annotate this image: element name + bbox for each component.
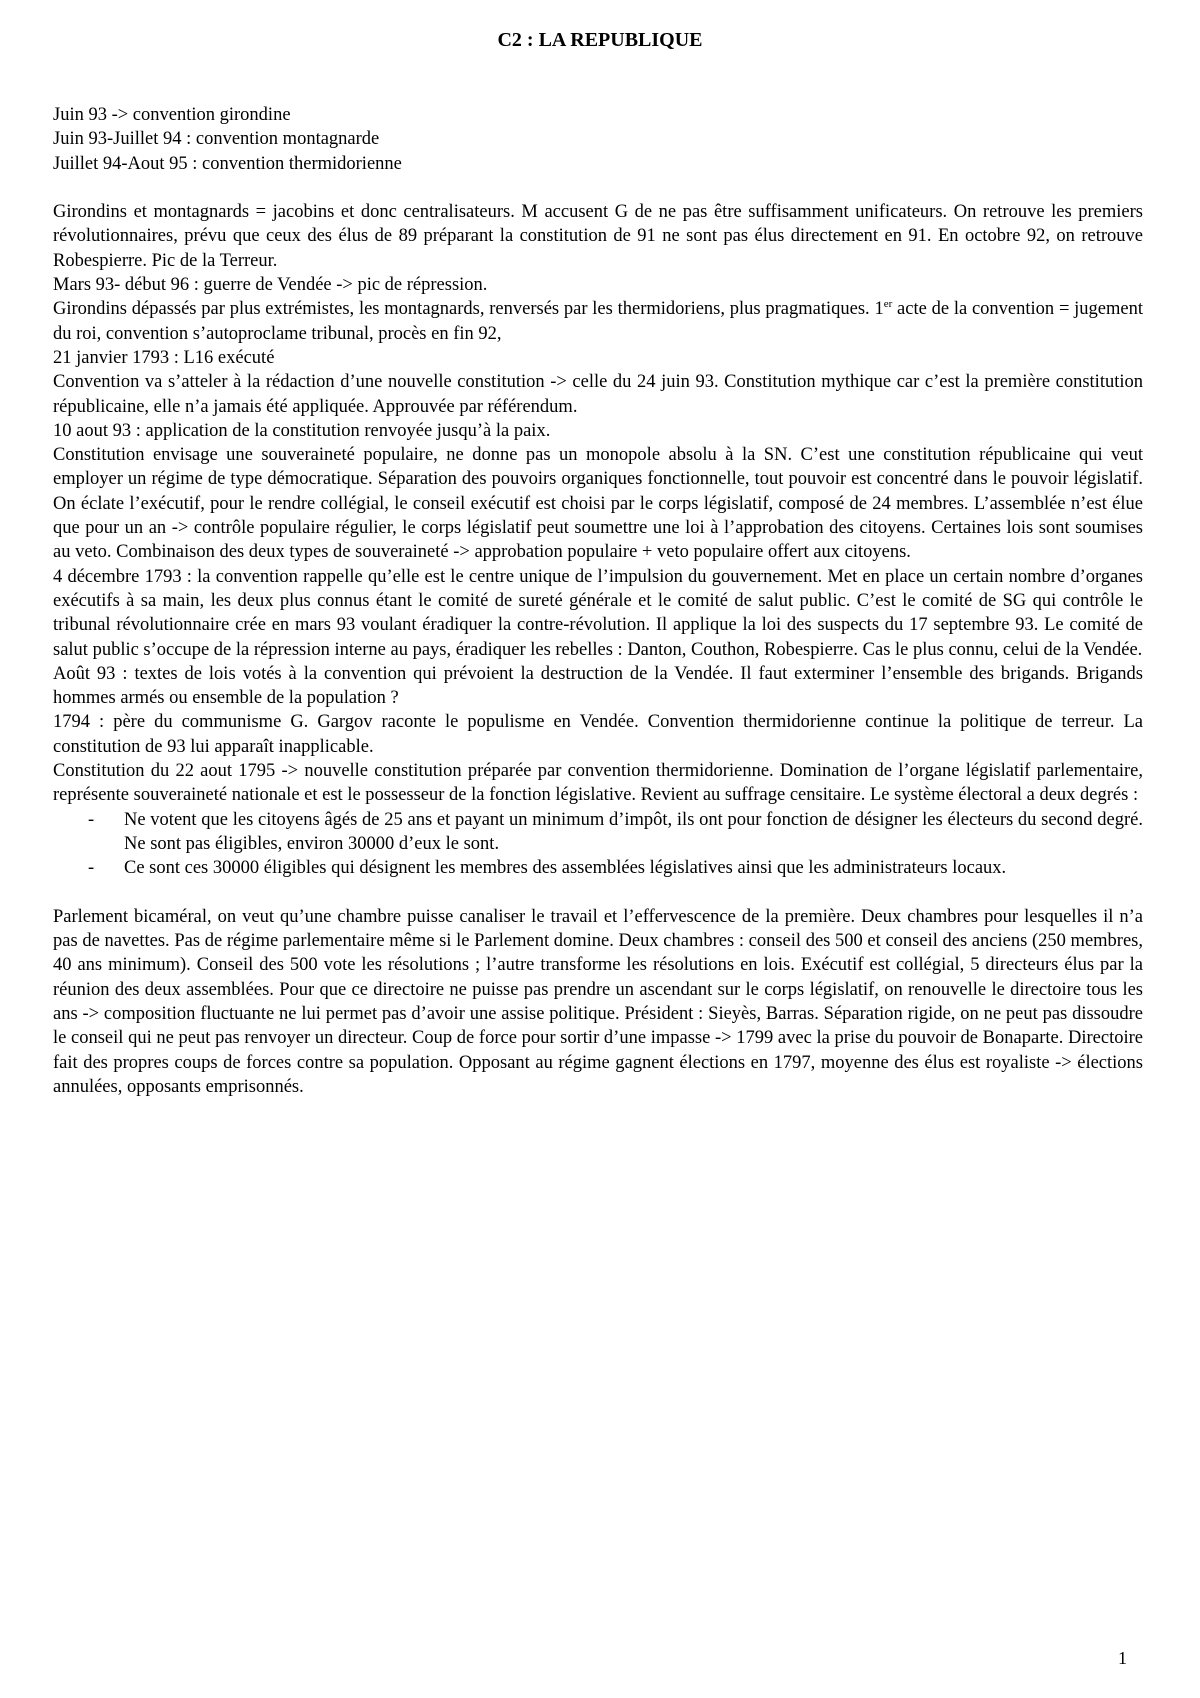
page-title: C2 : LA REPUBLIQUE bbox=[497, 29, 703, 51]
paragraph: Mars 93- début 96 : guerre de Vendée -> pic de répression. bbox=[53, 275, 488, 296]
list-item: - Ce sont ces 30000 éligibles qui désignent les membres des assemblées législatives ainsi que les administrateurs locaux. bbox=[124, 856, 1143, 880]
paragraph: 21 janvier 1793 : L16 exécuté bbox=[53, 347, 275, 368]
document-body bbox=[53, 103, 1143, 1099]
timeline-line: Juin 93 -> convention girondine bbox=[53, 105, 291, 125]
spacer bbox=[53, 176, 1143, 200]
timeline-line: Juin 93-Juillet 94 : convention montagnarde bbox=[53, 129, 380, 150]
superscript: er bbox=[883, 298, 893, 311]
paragraph: Août 93 : textes de lois votés à la convention qui prévoient la destruction de la Vendée. Il faut exterminer l’ensemble des brigands. Brigands hommes armés ou ensemble de la population ? bbox=[53, 663, 1143, 709]
paragraph: Constitution du 22 aout 1795 -> nouvelle constitution préparée par convention thermidorienne. Domination de l’organe législatif parlementaire, représente souveraineté nationale et est le possesseur de la fonction législative. Revient au suffrage censitaire. Le système électoral a deux degrés : bbox=[53, 761, 1143, 806]
paragraph: Parlement bicaméral, on veut qu’une chambre puisse canaliser le travail et l’effervescence de la première. Deux chambres pour lesquelles il n’a pas de navettes. Pas de régime parlementaire même si le Parlement domine. Deux chambres : conseil des 500 et conseil des anciens (250 membres, 40 ans minimum). Conseil des 500 vote les résolutions ; l’autre transforme les résolutions en lois. Exécutif est collégial, 5 directeurs élus par la réunion des deux assemblées. Pour que ce directoire ne puisse pas prendre un ascendant sur le corps législatif, on renouvelle le directoire tous les ans -> composition fluctuante ne lui permet pas d’avoir une assise politique. Président : Sieyès, Barras. Séparation rigide, on ne peut pas dissoudre le conseil qui ne peut pas renvoyer un directeur. Coup de force pour sortir d’une impasse -> 1799 avec la prise du pouvoir de Bonaparte. Directoire fait des propres coups de forces contre sa population. Opposant au régime gagnent élections en 1797, moyenne des élus est royaliste -> élections annulées, opposants emprisonnés. bbox=[53, 906, 1143, 1097]
paragraph: 1794 : père du communisme G. Gargov raconte le populisme en Vendée. Convention thermidorienne continue la politique de terreur. La constitution de 93 lui apparaît inapplicable. bbox=[53, 712, 1143, 757]
spacer bbox=[53, 881, 1143, 905]
list-item: - Ne votent que les citoyens âgés de 25 ans et payant un minimum d’impôt, ils ont pour fonction de désigner les électeurs du second degré. Ne sont pas éligibles, environ 30000 d’eux le sont. bbox=[124, 808, 1143, 857]
paragraph-text: Girondins dépassés par plus extrémistes, les montagnards, renversés par les thermidoriens, plus pragmatiques. 1 bbox=[53, 299, 884, 320]
paragraph: Convention va s’atteler à la rédaction d’une nouvelle constitution -> celle du 24 juin 93. Constitution mythique car c’est la première constitution républicaine, elle n’a jamais été appliquée. Approuvée par référendum. bbox=[53, 372, 1143, 417]
paragraph-girondins bbox=[53, 297, 1143, 346]
paragraph: 4 décembre 1793 : la convention rappelle qu’elle est le centre unique de l’impulsion du gouvernement. Met en place un certain nombre d’organes exécutifs à sa main, les deux plus connus étant le comité de sureté générale et le comité de salut public. C’est le comité de SG qui contrôle le tribunal révolutionnaire crée en mars 93 voulant éradiquer la contre-révolution. Il applique la loi des suspects du 17 septembre 93. Le comité de salut public s’occupe de la répression interne au pays, éradiquer les rebelles : Danton, Couthon, Robespierre. Cas le plus connu, celui de la Vendée. bbox=[53, 566, 1143, 660]
page-number: 1 bbox=[1118, 1648, 1127, 1668]
paragraph: Constitution envisage une souveraineté populaire, ne donne pas un monopole absolu à la SN. C’est une constitution républicaine qui veut employer un régime de type démocratique. Séparation des pouvoirs organiques fonctionnelle, tout pouvoir est concentré dans le pouvoir législatif. On éclate l’exécutif, pour le rendre collégial, le conseil exécutif est choisi par le corps législatif, composé de 24 membres. L’assemblée n’est élue que pour un an -> contrôle populaire régulier, le corps législatif peut soumettre une loi à l’approbation des citoyens. Certaines lois sont soumises au veto. Combinaison des deux types de souveraineté -> approbation populaire + veto populaire offert aux citoyens. bbox=[53, 445, 1143, 563]
timeline-line: Juillet 94-Aout 95 : convention thermidorienne bbox=[53, 153, 402, 174]
bullet-list bbox=[53, 808, 1143, 881]
paragraph: 10 aout 93 : application de la constitution renvoyée jusqu’à la paix. bbox=[53, 420, 551, 441]
paragraph-text: acte de la convention = jugement du roi, convention s’autoproclame tribunal, procès en fin 92, bbox=[53, 299, 1143, 344]
paragraph: Girondins et montagnards = jacobins et donc centralisateurs. M accusent G de ne pas être suffisamment unificateurs. On retrouve les premiers révolutionnaires, prévu que ceux des élus de 89 préparant la constitution de 91 ne sont pas élus directement en 91. En octobre 92, on retrouve Robespierre. Pic de la Terreur. bbox=[53, 202, 1143, 271]
